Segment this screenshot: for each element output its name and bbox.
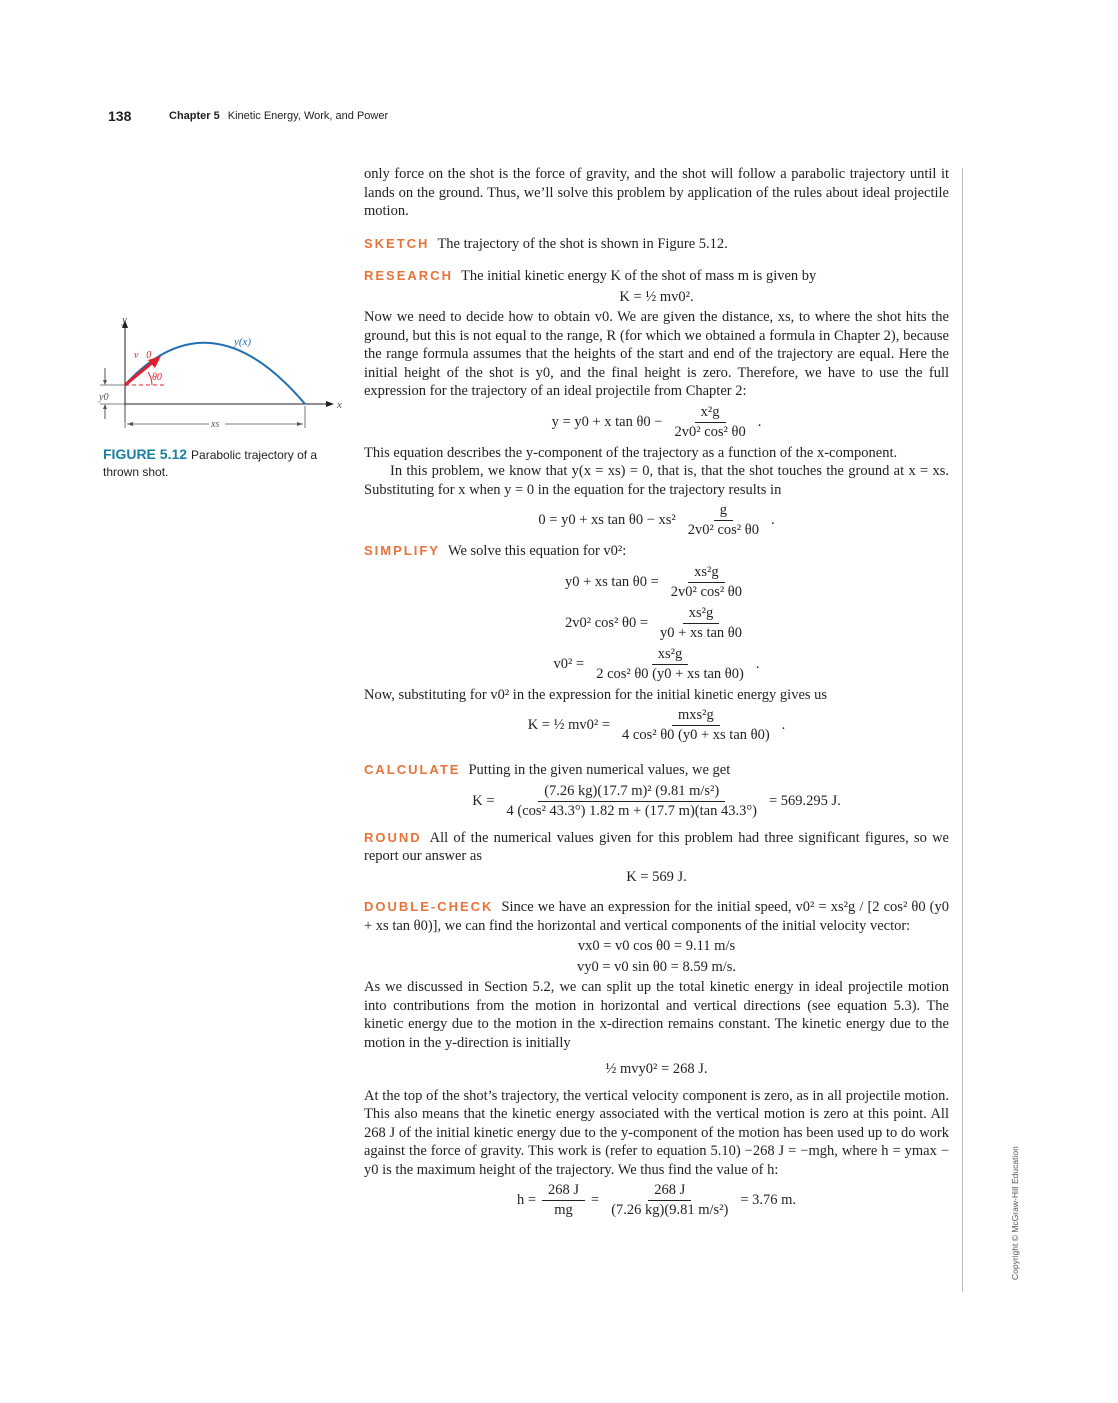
eq-calc-left: K = <box>472 792 495 809</box>
double-check-text: Since we have an expression for the initial speed, v0² = xs²g / [2 cos² θ0 (y0 + xs tan θ0)], we can find the horizontal and vertical components of the initial velocity vector: <box>364 899 949 934</box>
equation-vx0: vx0 = v0 cos θ0 = 9.11 m/s <box>577 938 736 954</box>
figure-label: FIGURE 5.12 <box>103 446 188 462</box>
eq-h-den2: (7.26 kg)(9.81 m/s²) <box>611 1202 729 1218</box>
research-heading: RESEARCH <box>364 268 453 283</box>
equation-simplify-3: v0² = $\frac{\text{xs²g}}{\text{2 cos² θ0 (y0 + xs tan θ0)}}$ . <box>553 645 760 682</box>
research-section <box>364 267 949 286</box>
eq-k2-num: mxs²g <box>672 706 720 726</box>
equation-trajectory: y = y0 + x tan θ0 − $\frac{\text{x²g}}{\text{2v0² cos² θ0}}$ . <box>551 403 762 440</box>
eq-h-num2: 268 J <box>648 1181 691 1201</box>
curve-label: y(x) <box>234 336 252 348</box>
sketch-section <box>364 235 949 254</box>
equation-k-substituted: K = ½ mv0² = $\frac{\text{mxs²g}}{\text{4 cos² θ0 (y0 + xs tan θ0)}}$ . <box>527 707 786 743</box>
sketch-text: The trajectory of the shot is shown in Figure 5.12. <box>437 235 728 252</box>
chapter-title: Kinetic Energy, Work, and Power <box>227 110 389 122</box>
velocity-label: v⃗0 <box>134 350 152 361</box>
simplify-section <box>364 542 949 561</box>
trajectory-figure <box>96 314 346 434</box>
equation-ky: ½ mvy0² = 268 J. <box>605 1061 708 1077</box>
eq-s1-left: y0 + xs tan θ0 = <box>564 573 659 590</box>
eq-s2-left: 2v0² cos² θ0 = <box>564 614 649 631</box>
equation-calculate <box>364 782 949 821</box>
eq-calc-num: (7.26 kg)(17.7 m)² (9.81 m/s²) <box>538 782 725 802</box>
eq-s3-den: 2 cos² θ0 (y0 + xs tan θ0) <box>596 665 744 682</box>
paragraph-intro: only force on the shot is the force of gravity, and the shot will follow a parabolic trajectory until it lands on the ground. Thus, we’ll solve this problem by application of the rules about ideal projectile motion. <box>364 166 949 219</box>
simplify-text: We solve this equation for v0²: <box>447 543 627 559</box>
page-number: 138 <box>108 108 132 124</box>
equation-rounded: K = 569 J. <box>626 868 687 885</box>
figure-caption <box>103 446 333 481</box>
calculate-heading: CALCULATE <box>364 762 461 777</box>
eq-s3-left: v0² = <box>553 655 585 672</box>
calculate-text: Putting in the given numerical values, we get <box>468 762 731 778</box>
eq-h-left: h = <box>516 1192 536 1209</box>
equation-simplify-2 <box>364 604 949 643</box>
round-heading: ROUND <box>364 829 422 845</box>
double-check-heading: DOUBLE-CHECK <box>364 899 494 914</box>
x-axis-label: x <box>337 399 342 411</box>
eq-s2-den: y0 + xs tan θ0 <box>660 624 742 641</box>
round-text: All of the numerical values given for this problem had three significant figures, so we report our answer as <box>364 829 949 864</box>
main-text <box>364 165 949 1222</box>
eq-traj-den: 2v0² cos² θ0 <box>674 423 746 440</box>
calculate-section <box>364 761 949 780</box>
eq-h-num1: 268 J <box>542 1181 585 1201</box>
copyright-notice: Copyright © McGraw-Hill Education <box>1010 1146 1020 1280</box>
round-section <box>364 829 949 866</box>
eq-traj-num: x²g <box>695 403 726 423</box>
paragraph-top: At the top of the shot’s trajectory, the vertical velocity component is zero, as in all projectile motion. This also means that the kinetic energy associated with the vertical motion is zero at this point. All 268 J of the initial kinetic energy due to the y-component of the motion has been used up to do work against the force of gravity. This work is (refer to equation 5.10) −268 J = −mgh, where h = ymax − y0 is the maximum height of the trajectory. We thus find the value of h: <box>364 1087 949 1178</box>
eq-s1-num: xs²g <box>688 563 725 583</box>
eq-h-den1: mg <box>554 1202 573 1218</box>
sketch-heading: SKETCH <box>364 235 430 251</box>
figure-caption-text: Parabolic trajectory of a thrown shot. <box>103 448 318 479</box>
eq-zero-num: g <box>714 501 733 521</box>
margin-rule <box>962 168 963 1292</box>
equation-kinetic-energy: K = ½ mv0². <box>619 288 694 305</box>
angle-label: θ0 <box>152 372 162 383</box>
eq-zero-den: 2v0² cos² θ0 <box>687 522 759 538</box>
eq-s2-num: xs²g <box>683 604 720 624</box>
paragraph-describes: This equation describes the y-component of the trajectory as a function of the x-component. <box>364 444 898 461</box>
y-axis-label: y <box>122 314 127 326</box>
paragraph-problem: In this problem, we know that y(x = xs) = 0, that is, that the shot touches the ground at x = xs. Substituting for x when y = 0 in the equation for the trajectory results in <box>364 463 949 498</box>
paragraph-substitute: Now, substituting for v0² in the expression for the initial kinetic energy gives us <box>364 686 828 703</box>
eq-s1-den: 2v0² cos² θ0 <box>670 583 742 600</box>
paragraph-obtain-v0: Now we need to decide how to obtain v0. We are given the distance, xs, to where the shot hits the ground, but this is not equal to the range, R (for which we obtained a formula in Chapter 2), because the range formula assumes that the heights of the start and end of the trajectory are equal. Here the initial height of the shot is y0, and the final height is zero. Therefore, we have to use the full expression for the trajectory of an ideal projectile from Chapter 2: <box>364 309 949 399</box>
chapter-label: Chapter 5 <box>169 110 220 122</box>
simplify-heading: SIMPLIFY <box>364 543 440 558</box>
equation-vy0: vy0 = v0 sin θ0 = 8.59 m/s. <box>576 958 737 975</box>
eq-calc-den: 4 (cos² 43.3°) 1.82 m + (17.7 m)(tan 43.3°) <box>506 802 757 819</box>
equation-simplify-1 <box>364 563 949 602</box>
equation-ground: 0 = y0 + xs tan θ0 − xs² $\frac{g}{\text{2v0² cos² θ0}}$ . <box>538 502 775 538</box>
research-text: The initial kinetic energy K of the shot of mass m is given by <box>460 268 817 284</box>
height-label: y0 <box>99 392 109 403</box>
equation-height: h = $\frac{268 J}{mg}$ = $\frac{268 J}{\text{(7.26 kg)(9.81 m/s²)}}$ = 3.76 m. <box>516 1182 797 1218</box>
paragraph-section-5-2: As we discussed in Section 5.2, we can split up the total kinetic energy in ideal projectile motion into contributions from the motion in horizontal and vertical directions (see equation 5.3). The kinetic energy due to the motion in the x-direction remains constant. The kinetic energy due to the motion in the y-direction is initially <box>364 979 949 1051</box>
eq-k2-left: K = ½ mv0² = <box>527 717 611 734</box>
eq-h-right: = 3.76 m. <box>740 1192 797 1209</box>
eq-k2-den: 4 cos² θ0 (y0 + xs tan θ0) <box>622 727 770 743</box>
distance-label: xs <box>211 419 220 430</box>
eq-zero-left: 0 = y0 + xs tan θ0 − xs² <box>538 512 676 529</box>
eq-calc-right: = 569.295 J. <box>768 792 841 809</box>
running-header <box>169 110 388 122</box>
eq-s3-num: xs²g <box>652 645 689 665</box>
eq-traj-left: y = y0 + x tan θ0 − <box>551 413 663 430</box>
double-check-section <box>364 898 949 935</box>
